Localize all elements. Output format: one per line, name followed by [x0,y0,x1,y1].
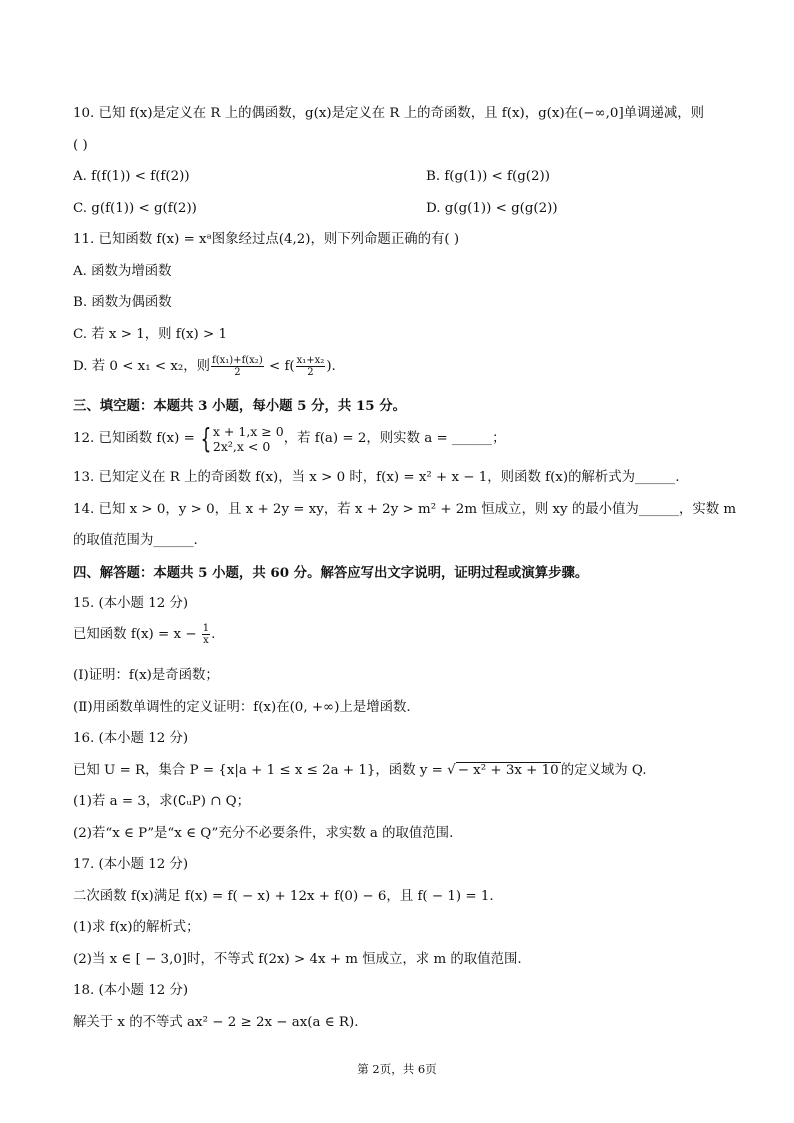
q15-part-2: (Ⅱ)用函数单调性的定义证明：f(x)在(0, +∞)上是增函数. [73,700,411,715]
q18-given: 解关于 x 的不等式 ax² − 2 ≥ 2x − ax(a ∈ R). [73,1015,359,1030]
q11-option-d-prefix: D. 若 0 < x₁ < x₂，则 [73,359,211,374]
q10-option-d: D. g(g(1)) < g(g(2)) [426,201,558,216]
q16-given-suffix: 的定义域为 Q. [560,763,647,778]
fraction-numerator: f(x₁)+f(x₂) [212,355,263,366]
q10-option-a: A. f(f(1)) < f(f(2)) [73,169,190,184]
q10-options-row1 [73,168,746,186]
q12-case-2: 2x²,x < 0 [212,438,271,454]
q11-option-d-mid: < f( [264,359,295,374]
q14-line-2: 的取值范围为______. [73,533,198,548]
q17-part-2: (2)当 x ∈ [ − 3,0]时，不等式 f(2x) > 4x + m 恒成立，求 m 的取值范围. [73,952,522,967]
q10-options-row2 [73,200,746,218]
q11-stem: 11. 已知函数 f(x) = xᵃ图象经过点(4,2)，则下列命题正确的有( ) [73,232,460,247]
q13: 13. 已知定义在 R 上的奇函数 f(x)，当 x > 0 时，f(x) = x² + x − 1，则函数 f(x)的解析式为______. [73,470,680,485]
fraction-denominator: 2 [234,367,241,378]
q15-given-prefix: 已知函数 f(x) = x − [73,627,201,642]
q16-sqrt-radicand: − x² + 3x + 10 [457,763,559,778]
q15-part-1: (Ⅰ)证明：f(x)是奇函数； [73,668,219,683]
q11-option-d [73,355,746,379]
q11-option-b: B. 函数为偶函数 [73,295,172,310]
left-brace-icon: { [200,421,212,455]
q12-case-1: x + 1,x ≥ 0 [212,423,284,439]
q11-option-c: C. 若 x > 1，则 f(x) > 1 [73,327,227,342]
q15-given [73,623,746,647]
fraction-numerator: 1 [202,623,210,634]
q17-part-1: (1)求 f(x)的解析式； [73,920,200,935]
q16-given-prefix: 已知 U = R，集合 P = {x|a + 1 ≤ x ≤ 2a + 1}，函数 y = [73,763,448,778]
q11-option-a: A. 函数为增函数 [73,264,172,279]
fraction-denominator: x [203,635,209,646]
q14-line-1: 14. 已知 x > 0，y > 0，且 x + 2y = xy，若 x + 2y > m² + 2m 恒成立，则 xy 的最小值为______，实数 m [73,502,737,517]
q18-heading: 18. (本小题 12 分) [73,983,189,998]
q15-fraction [202,623,210,646]
q12-suffix: ，若 f(a) = 2，则实数 a = ______； [283,431,506,446]
section-3-heading: 三、填空题：本题共 3 小题，每小题 5 分，共 15 分。 [73,398,407,414]
section-4-heading: 四、解答题：本题共 5 小题，共 60 分。解答应写出文字说明，证明过程或演算步骤。 [73,565,589,581]
fraction-numerator: x₁+x₂ [296,355,325,366]
q10-option-c: C. g(f(1)) < g(f(2)) [73,201,197,216]
q11-fraction-2 [296,355,326,378]
q16-heading: 16. (本小题 12 分) [73,731,189,746]
q16-part-2: (2)若“x ∈ P”是“x ∈ Q”充分不必要条件，求实数 a 的取值范围. [73,826,454,841]
q17-given: 二次函数 f(x)满足 f(x) = f( − x) + 12x + f(0) − 6，且 f( − 1) = 1. [73,889,494,904]
q15-heading: 15. (本小题 12 分) [73,596,189,611]
q10-stem: 10. 已知 f(x)是定义在 R 上的偶函数，g(x)是定义在 R 上的奇函数，且 f(x)，g(x)在(−∞,0]单调递减，则 [73,106,705,121]
q17-heading: 17. (本小题 12 分) [73,857,189,872]
q12-piecewise-cases [213,424,284,454]
fraction-denominator: 2 [307,367,314,378]
q11-option-d-suffix: ). [326,359,336,374]
q10-paren: ( ) [73,138,88,153]
q11-fraction-1 [211,355,264,378]
q16-given [73,760,746,782]
q10-option-b: B. f(g(1)) < f(g(2)) [426,169,550,184]
sqrt-icon: √ [447,763,456,778]
q12 [73,422,746,456]
q15-given-suffix: . [211,627,216,642]
q12-prefix: 12. 已知函数 f(x) = [73,431,200,446]
page-footer: 第 2页，共 6页 [357,1062,437,1076]
q16-part-1: (1)若 a = 3，求(∁ᵤP) ∩ Q； [73,794,251,809]
